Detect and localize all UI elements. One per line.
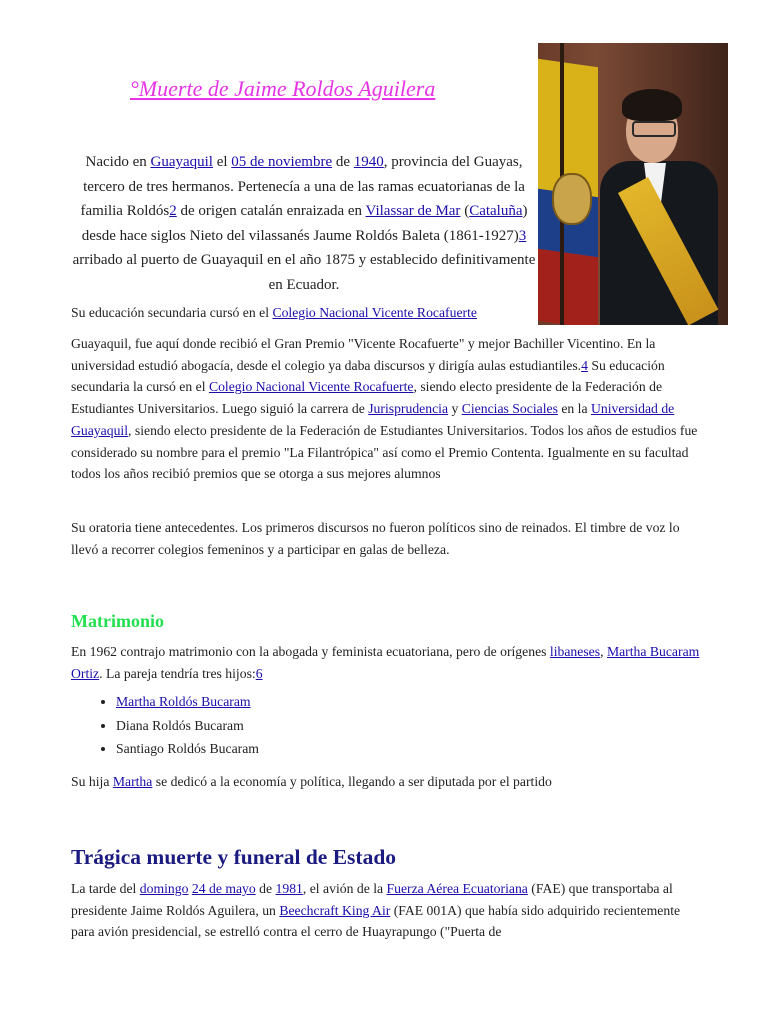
link-year[interactable]: 1940 — [353, 154, 384, 170]
section-heading-tragica: Trágica muerte y funeral de Estado — [71, 845, 397, 869]
text: en la — [557, 401, 591, 417]
oratoria-paragraph: Su oratoria tiene antecedentes. Los primeros discursos no fueron políticos sino de reinados. El timbre de voz lo llevó a recorrer colegios femeninos y a participar en galas de belleza. — [71, 520, 680, 557]
text: de — [255, 881, 276, 896]
text: En 1962 contrajo matrimonio con la abogada y feminista ecuatoriana, pero de orígenes — [71, 644, 550, 659]
text: (FAE 001A) que había sido adquirido recientemente para avión presidencial, se estrelló contra el cerro de Huayrapungo ("Puerta de — [71, 902, 681, 940]
text: y — [448, 401, 462, 417]
link-fae[interactable]: Fuerza Aérea Ecuatoriana — [386, 881, 528, 896]
text: La tarde del — [71, 881, 140, 896]
text: Su hija — [71, 774, 113, 789]
text: de — [332, 154, 354, 170]
text: el — [212, 154, 232, 170]
link-vilassar[interactable]: Vilassar de Mar — [365, 203, 461, 219]
link-martha-bucaram[interactable]: Martha Bucaram Ortiz — [71, 644, 700, 681]
tragica-paragraph — [71, 878, 701, 943]
glasses — [632, 121, 676, 137]
text: ( — [460, 203, 470, 219]
link-guayaquil[interactable]: Guayaquil — [150, 154, 213, 170]
link-ciencias-sociales[interactable]: Ciencias Sociales — [461, 401, 558, 417]
text: . La pareja tendría tres hijos: — [99, 665, 256, 681]
coat-of-arms — [552, 173, 592, 225]
list-item: • Diana Roldós Bucaram — [116, 714, 259, 738]
matrimonio-paragraph — [71, 641, 701, 684]
link-ref-3[interactable]: 3 — [518, 227, 527, 244]
link-24-mayo[interactable]: 24 de mayo — [191, 881, 256, 896]
intro-paragraph — [66, 150, 542, 297]
text: Su educación secundaria la cursó en el — [71, 357, 665, 395]
text: Nacido en — [85, 154, 151, 170]
text: arribado al puerto de Guayaquil en el año 1875 y establecido definitivamente en Ecuador. — [72, 252, 536, 293]
link-jurisprudencia[interactable]: Jurisprudencia — [368, 401, 449, 417]
text: , el avión de la — [302, 881, 387, 896]
list-item — [116, 690, 259, 714]
link-universidad[interactable]: Universidad de Guayaquil — [71, 401, 675, 438]
text: , — [600, 644, 607, 659]
text: se dedicó a la economía y política, llegando a ser diputada por el partido — [152, 774, 552, 789]
link-child-martha[interactable]: Martha Roldós Bucaram — [116, 694, 251, 709]
link-beechcraft[interactable]: Beechcraft King Air — [279, 902, 391, 918]
link-ref-4[interactable]: 4 — [581, 357, 588, 373]
link-ref-2[interactable]: 2 — [169, 203, 177, 219]
section-heading-matrimonio: Matrimonio — [71, 611, 164, 631]
text: , provincia del Guayas, tercero de tres hermanos. Pertenecía a una de las ramas ecuatorianas de la familia Roldós — [80, 154, 525, 219]
link-1981[interactable]: 1981 — [275, 881, 303, 896]
link-colegio-2[interactable]: Colegio Nacional Vicente Rocafuerte — [208, 379, 414, 395]
link-martha[interactable]: Martha — [112, 774, 153, 789]
daughter-paragraph — [71, 771, 701, 793]
link-date[interactable]: 05 de noviembre — [231, 154, 333, 170]
link-colegio[interactable]: Colegio Nacional Vicente Rocafuerte — [272, 305, 477, 320]
link-ref-6[interactable]: 6 — [255, 665, 263, 681]
text: Guayaquil, fue aquí donde recibió el Gran Premio "Vicente Rocafuerte" y mejor Bachiller Vicentino. En la universidad estudió abogacía, desde el colegio ya daba discursos y dirigía aulas estudiantiles. — [71, 336, 656, 373]
list-item: • Santiago Roldós Bucaram — [116, 737, 259, 761]
link-cataluna[interactable]: Cataluña — [469, 203, 523, 219]
text: , siendo electo presidente de la Federación de Estudiantes Universitarios. Luego siguió la carrera de — [71, 379, 663, 417]
portrait-photo — [538, 43, 728, 325]
children-list — [96, 690, 259, 761]
link-domingo[interactable]: domingo — [139, 881, 189, 896]
text: ) desde hace siglos Nieto del vilassanés Jaume Roldós Baleta (1861-1927) — [81, 203, 528, 244]
hair — [622, 89, 682, 121]
link-libaneses[interactable]: libaneses — [549, 644, 601, 659]
education-paragraph — [71, 333, 701, 485]
text: de origen catalán enraizada en — [176, 203, 366, 219]
page-title: °Muerte de Jaime Roldos Aguilera — [130, 76, 436, 101]
text: (FAE) que transportaba al presidente Jaime Roldós Aguilera, un — [71, 881, 673, 918]
text: , siendo electo presidente de la Federación de Estudiantes Universitarios. Todos los años de estudios fue considerado su nombre para el premio "La Filantrópica" así como el Premio Contenta. Igualmente en su facultad todos los años recibió premios que se otorga a sus mejores alumnos — [71, 422, 698, 482]
education-line — [71, 302, 701, 324]
text: Su educación secundaria cursó en el — [71, 305, 273, 320]
